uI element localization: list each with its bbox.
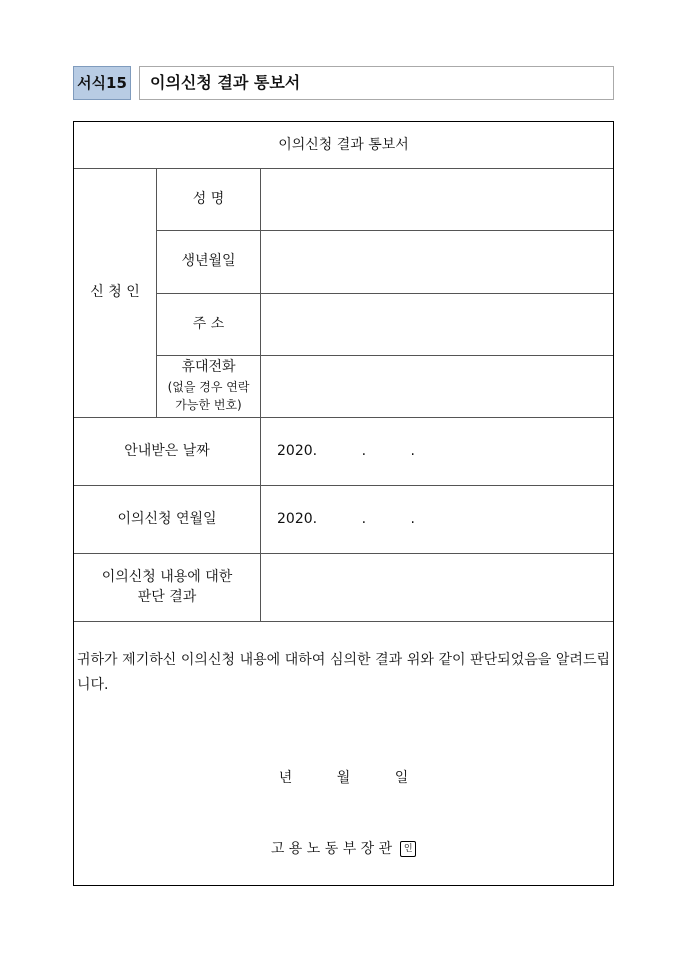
signatory-name: 고 용 노 동 부 장 관 bbox=[270, 841, 393, 857]
objection-date-field[interactable]: 2020. . . bbox=[277, 510, 415, 527]
name-label: 성 명 bbox=[192, 190, 225, 207]
applicant-label: 신 청 인 bbox=[90, 284, 140, 301]
form-title: 이의신청 결과 통보서 bbox=[278, 136, 409, 153]
phone-label-line3: 가능한 번호) bbox=[175, 398, 242, 413]
guidance-date-field[interactable]: 2020. . . bbox=[277, 442, 415, 459]
guidance-date-label: 안내받은 날짜 bbox=[124, 442, 210, 459]
seal-stamp-icon: 인 bbox=[400, 841, 416, 857]
form-number-tag: 서식15 bbox=[73, 66, 131, 100]
birthdate-label: 생년월일 bbox=[181, 253, 236, 270]
phone-field[interactable] bbox=[261, 355, 613, 417]
objection-date-label: 이의신청 연월일 bbox=[117, 510, 217, 527]
signature-line bbox=[74, 838, 613, 858]
form-header-title: 이의신청 결과 통보서 bbox=[139, 66, 614, 100]
judgment-label bbox=[74, 553, 260, 621]
issue-date-line: 년 월 일 bbox=[278, 770, 409, 786]
form-header bbox=[73, 66, 614, 100]
objection-result-form bbox=[73, 121, 614, 886]
phone-label-line1: 휴대전화 bbox=[181, 359, 236, 376]
judgment-label-line1: 이의신청 내용에 대한 bbox=[101, 568, 233, 585]
judgment-field[interactable] bbox=[261, 553, 613, 621]
address-field[interactable] bbox=[261, 293, 613, 355]
address-label: 주 소 bbox=[192, 315, 225, 332]
birthdate-field[interactable] bbox=[261, 230, 613, 293]
judgment-label-line2: 판단 결과 bbox=[137, 589, 197, 605]
notice-text: 귀하가 제기하신 이의신청 내용에 대하여 심의한 결과 위와 같이 판단되었음을 알려드립니다. bbox=[77, 652, 610, 693]
phone-label-line2: (없을 경우 연락 bbox=[167, 379, 250, 394]
row-divider bbox=[74, 621, 613, 622]
phone-label bbox=[157, 355, 260, 417]
name-field[interactable] bbox=[261, 168, 613, 230]
